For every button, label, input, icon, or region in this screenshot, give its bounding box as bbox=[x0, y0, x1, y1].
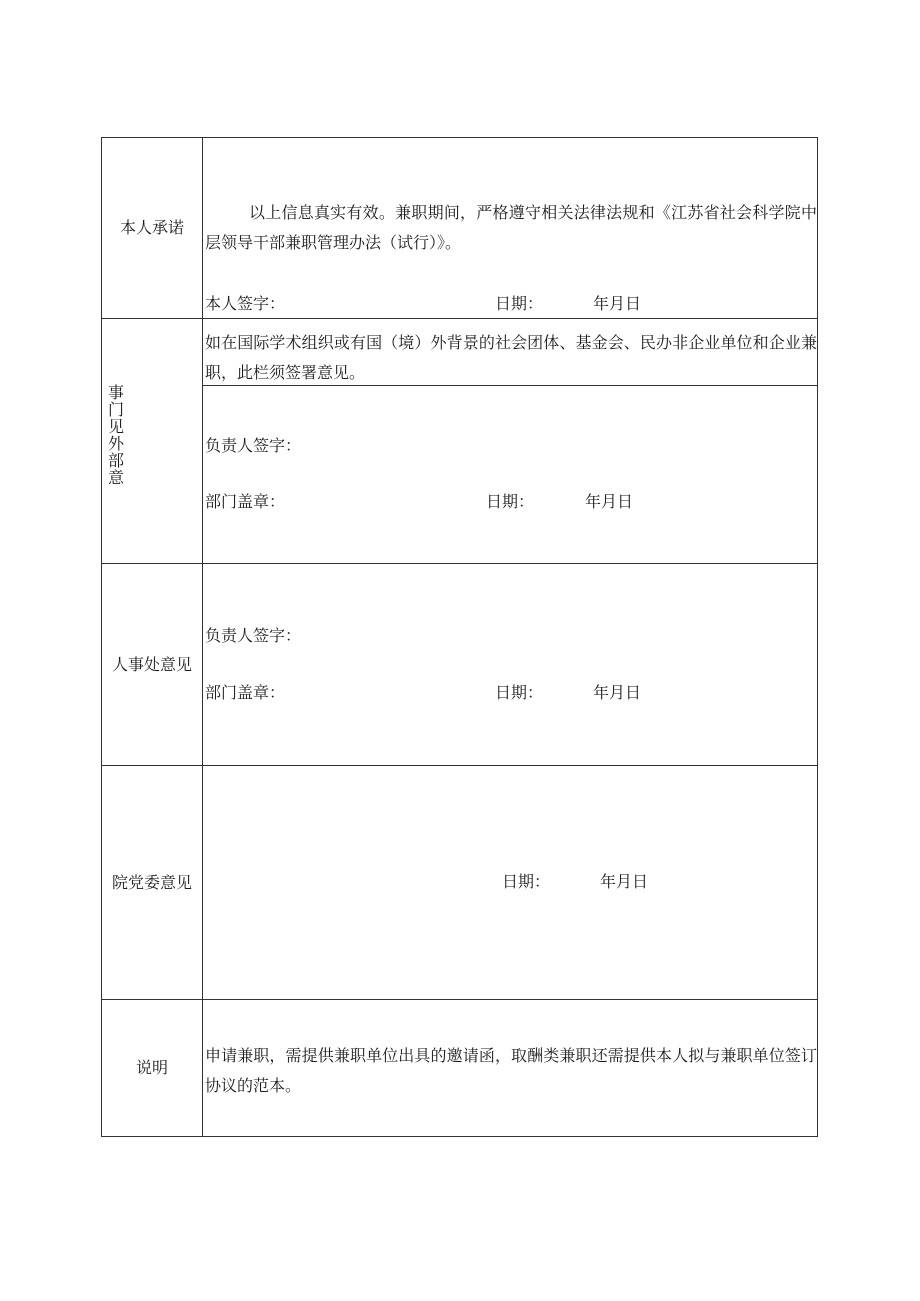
table-border-bottom bbox=[101, 1136, 818, 1137]
foreign-affairs-label-char: 见 bbox=[107, 417, 124, 436]
foreign-affairs-label-char: 门 bbox=[107, 400, 124, 419]
foreign-affairs-note: 如在国际学术组织或有国（境）外背景的社会团体、基金会、民办非企业单位和企业兼职，此栏须签署意见。 bbox=[205, 333, 817, 382]
foreign-affairs-label-char: 意 bbox=[107, 468, 124, 487]
personnel-date-value: 年月日 bbox=[593, 683, 642, 702]
table-border-top bbox=[101, 137, 818, 138]
foreign-affairs-label-char: 部 bbox=[107, 451, 124, 470]
commitment-date-label: 日期： bbox=[495, 294, 544, 313]
foreign-affairs-date-label: 日期： bbox=[486, 492, 535, 511]
notes-text: 申请兼职，需提供兼职单位出具的邀请函，取酬类兼职还需提供本人拟与兼职单位签订协议的范本。 bbox=[205, 1046, 817, 1095]
commitment-date-value: 年月日 bbox=[593, 294, 642, 313]
commitment-text-content: 以上信息真实有效。兼职期间，严格遵守相关法律法规和《江苏省社会科学院中层领导干部兼职管理办法（试行）》。 bbox=[205, 203, 817, 252]
commitment-label: 本人承诺 bbox=[119, 218, 184, 237]
personnel-seal-label: 部门盖章： bbox=[205, 683, 286, 702]
personnel-date-label: 日期： bbox=[495, 683, 544, 702]
foreign-affairs-label bbox=[105, 384, 127, 486]
personnel-label: 人事处意见 bbox=[111, 655, 192, 674]
notes-label: 说明 bbox=[135, 1058, 168, 1077]
commitment-signature-label: 本人签字： bbox=[205, 294, 286, 313]
commitment-text bbox=[205, 198, 817, 258]
personnel-signature-label: 负责人签字： bbox=[205, 626, 302, 645]
table-border-right bbox=[817, 137, 818, 1137]
row-divider-4 bbox=[101, 999, 818, 1000]
foreign-affairs-seal-label: 部门盖章： bbox=[205, 492, 286, 511]
foreign-affairs-label-char: 事 bbox=[107, 383, 124, 402]
foreign-affairs-label-char: 外 bbox=[107, 434, 124, 453]
foreign-affairs-signature-label: 负责人签字： bbox=[205, 436, 302, 455]
table-border-left bbox=[101, 137, 102, 1137]
party-committee-date-label: 日期： bbox=[502, 872, 551, 891]
row-divider-3 bbox=[101, 765, 818, 766]
foreign-affairs-date-value: 年月日 bbox=[585, 492, 634, 511]
party-committee-label: 院党委意见 bbox=[111, 873, 192, 892]
row-divider-2 bbox=[101, 563, 818, 564]
label-column-divider bbox=[202, 137, 203, 1137]
party-committee-date-value: 年月日 bbox=[600, 872, 649, 891]
